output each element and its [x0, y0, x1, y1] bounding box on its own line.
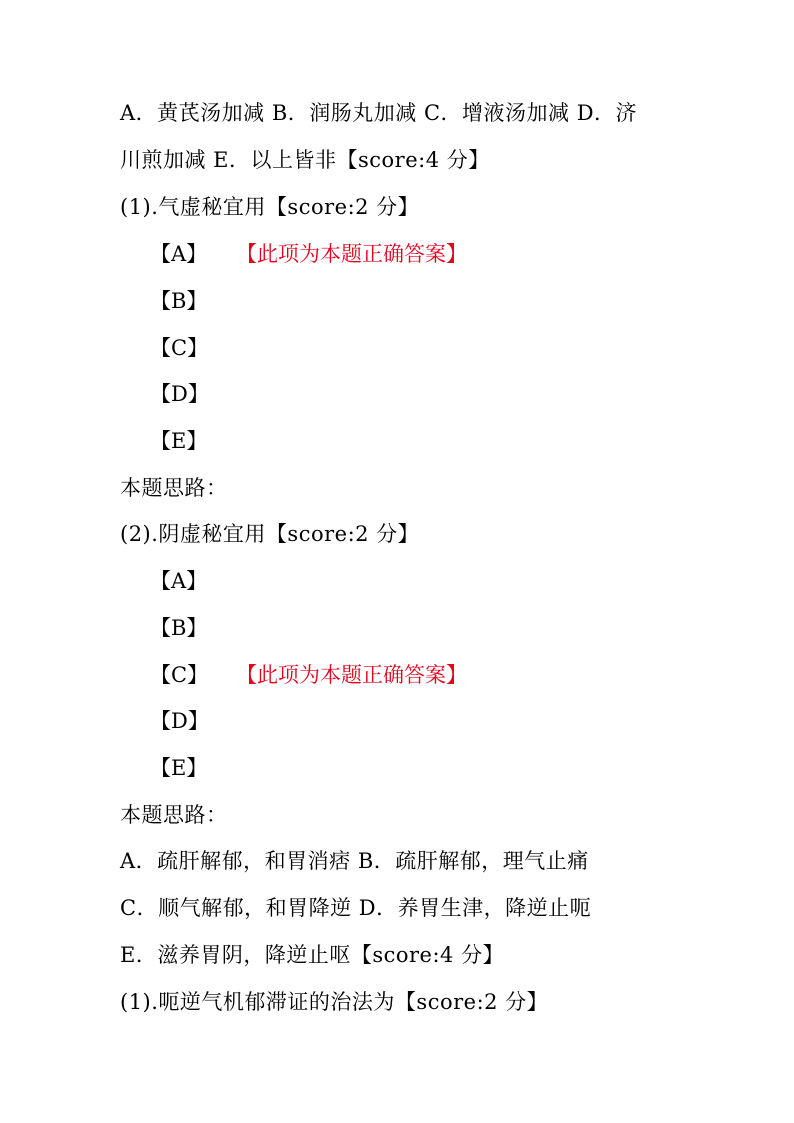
option-label: 【B】: [150, 616, 208, 640]
question-stem-line: A．黄芪汤加减 B．润肠丸加减 C．增液汤加减 D．济: [120, 101, 638, 125]
option-e[interactable]: [150, 754, 236, 782]
option-label: 【C】: [150, 336, 209, 360]
option-c[interactable]: [150, 334, 236, 362]
option-label: 【D】: [150, 709, 209, 733]
question-stem-line: 川煎加减 E．以上皆非【score:4 分】: [120, 148, 490, 172]
question-stem-line: C．顺气解郁，和胃降逆 D．养胃生津，降逆止呃: [120, 896, 592, 920]
option-b[interactable]: [150, 287, 236, 315]
option-a[interactable]: [150, 567, 236, 595]
option-d[interactable]: [150, 707, 236, 735]
sub-question-title: (1).气虚秘宜用【score:2 分】: [120, 195, 420, 219]
question-stem-line: E．滋养胃阴，降逆止呕【score:4 分】: [120, 943, 505, 967]
answer-idea-label: 本题思路：: [120, 476, 228, 500]
option-e[interactable]: [150, 427, 236, 455]
answer-idea-label: 本题思路：: [120, 803, 228, 827]
sub-question-title: (2).阴虚秘宜用【score:2 分】: [120, 522, 420, 546]
option-d[interactable]: [150, 380, 236, 408]
option-label: 【D】: [150, 382, 209, 406]
option-label: 【C】: [150, 663, 209, 687]
option-c[interactable]: [150, 661, 467, 689]
option-label: 【A】: [150, 242, 208, 266]
option-label: 【A】: [150, 569, 208, 593]
option-a[interactable]: [150, 240, 467, 268]
sub-question-title: (1).呃逆气机郁滞证的治法为【score:2 分】: [120, 990, 549, 1014]
question-stem-line: A．疏肝解郁，和胃消痞 B．疏肝解郁，理气止痛: [120, 849, 589, 873]
option-label: 【E】: [150, 429, 208, 453]
correct-answer-note: 【此项为本题正确答案】: [236, 242, 467, 266]
option-b[interactable]: [150, 614, 236, 642]
correct-answer-note: 【此项为本题正确答案】: [236, 663, 467, 687]
option-label: 【B】: [150, 289, 208, 313]
option-label: 【E】: [150, 756, 208, 780]
